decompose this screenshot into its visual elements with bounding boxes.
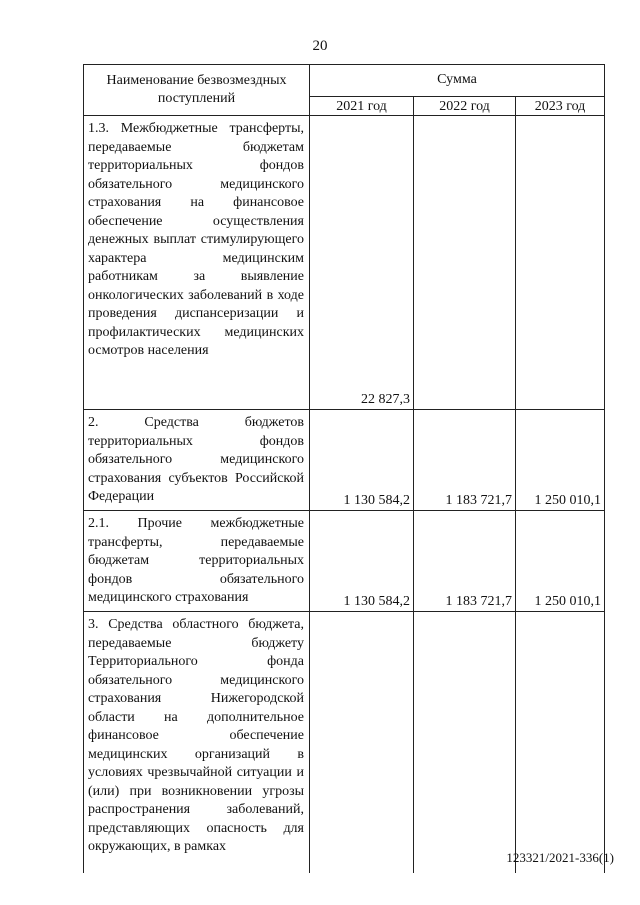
revenue-table [83,64,605,873]
table-row [84,410,605,511]
header-year-2022: 2022 год [414,96,516,115]
row-name: 1.3. Межбюджетные трансферты, передаваемые бюджетам территориальных фондов обязательного медицинского страхования на финансовое обеспечение осуществления денежных выплат стимулирующего характера медицинским работникам за выявление онкологических заболеваний в ходе проведения диспансеризации и профилактических медицинских осмотров населения [84,116,310,410]
row-value-2023 [516,116,605,410]
row-value-2023: 1 250 010,1 [516,410,605,511]
row-name: 3. Средства областного бюджета, передаваемые бюджету Территориального фонда обязательного медицинского страхования Нижегородской области на дополнительное финансовое обеспечение медицинских организаций в условиях чрезвычайной ситуации и (или) при возникновении угрозы распространения заболеваний, представляющих опасность для окружающих, в рамках [84,612,310,874]
document-id: 123321/2021-336(1) [506,850,614,865]
row-value-2022: 1 183 721,7 [414,410,516,511]
row-value-2021: 1 130 584,2 [310,410,414,511]
header-year-2021: 2021 год [310,96,414,115]
row-name: 2.1. Прочие межбюджетные трансферты, передаваемые бюджетам территориальных фондов обязательного медицинского страхования [84,511,310,612]
header-year-2023: 2023 год [516,96,605,115]
row-value-2022 [414,612,516,874]
table-row [84,511,605,612]
header-sum: Сумма [310,65,605,97]
row-name: 2. Средства бюджетов территориальных фондов обязательного медицинского страхования субъектов Российской Федерации [84,410,310,511]
row-value-2022 [414,116,516,410]
row-value-2021 [310,612,414,874]
row-value-2021: 1 130 584,2 [310,511,414,612]
table-row [84,612,605,874]
row-value-2023 [516,612,605,874]
row-value-2022: 1 183 721,7 [414,511,516,612]
table-row [84,116,605,410]
row-value-2021: 22 827,3 [310,116,414,410]
header-name: Наименование безвозмездных поступлений [84,65,310,116]
row-value-2023: 1 250 010,1 [516,511,605,612]
page-number: 20 [312,38,328,54]
